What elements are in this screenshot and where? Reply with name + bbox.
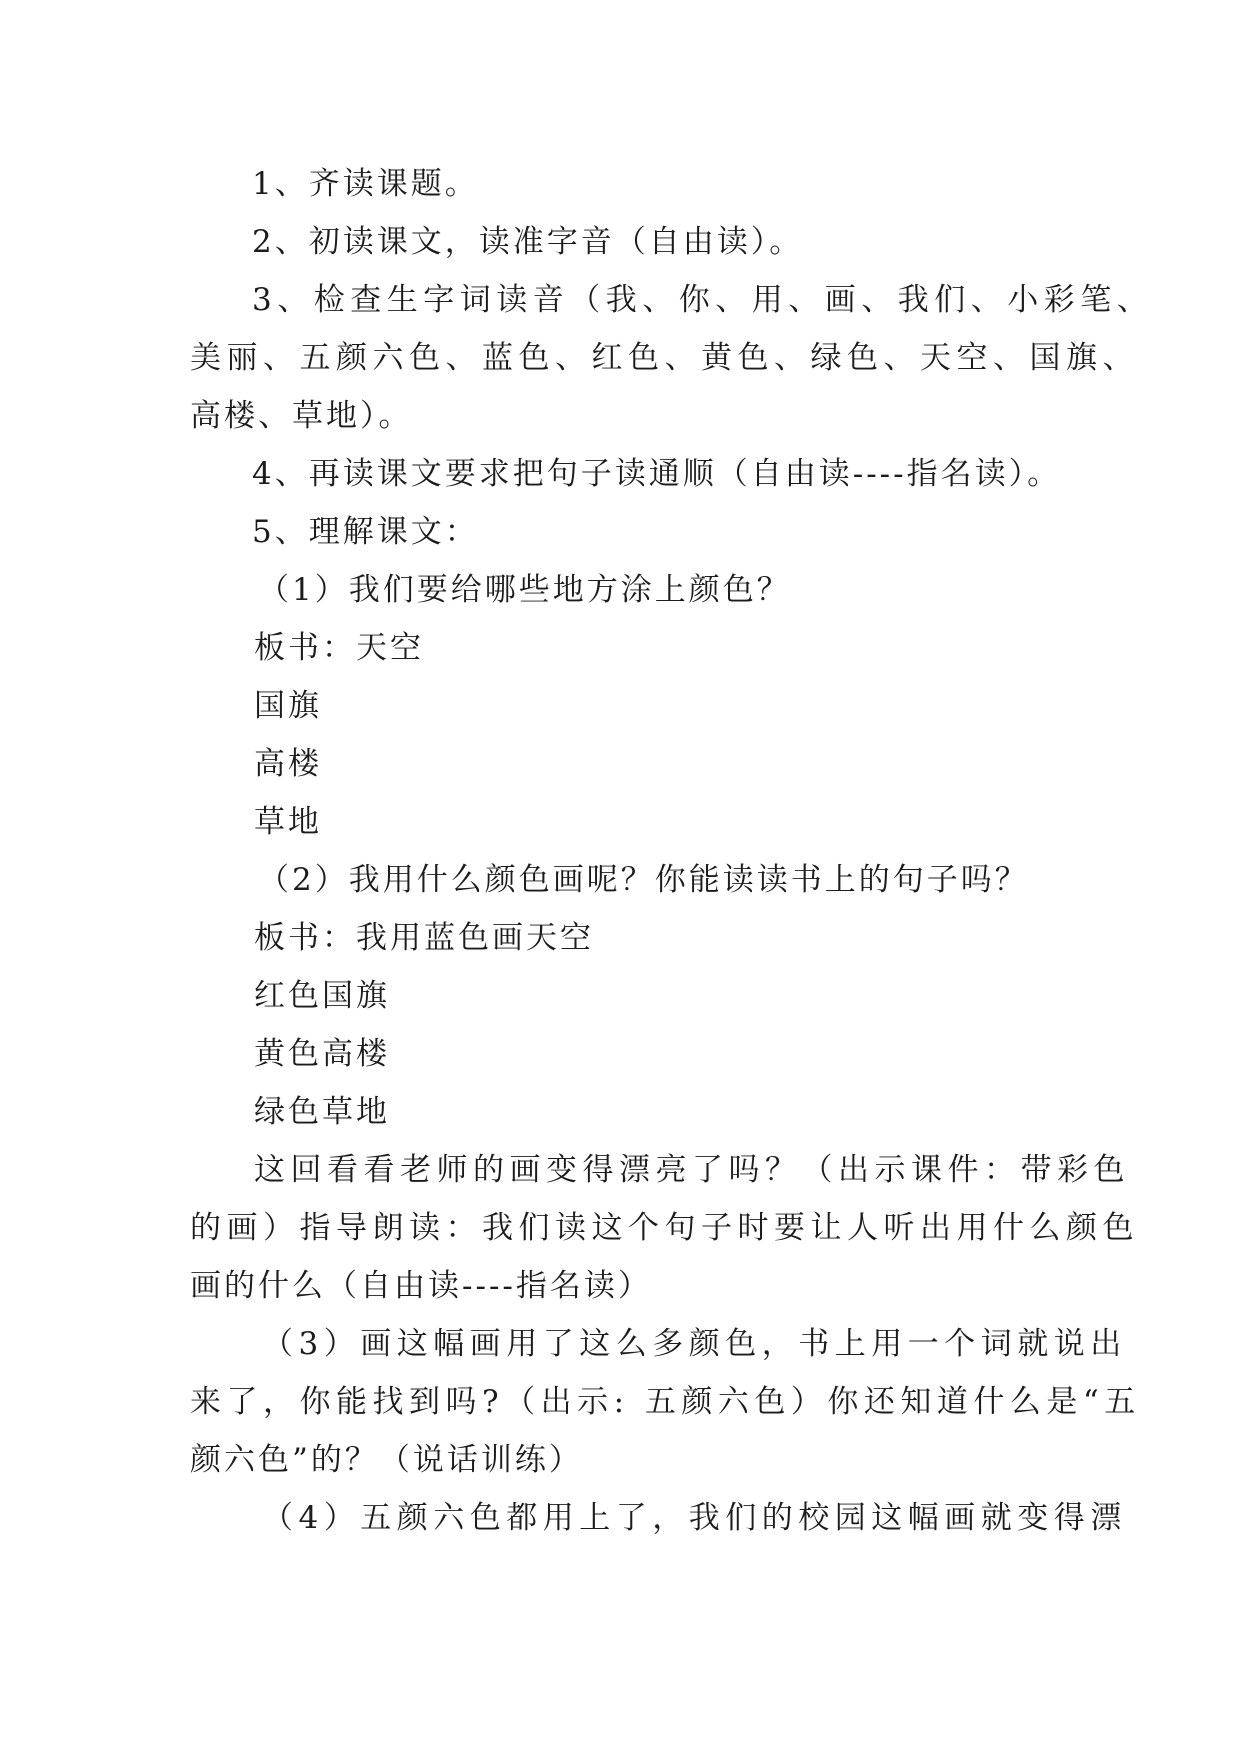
step-3-end-line: 高楼、草地）。: [190, 398, 413, 434]
question-4-line: （4）五颜六色都用上了，我们的校园这幅画就变得漂: [262, 1500, 1127, 1536]
question-1-line: （1）我们要给哪些地方涂上颜色？: [258, 572, 791, 608]
board-item-red-flag: 红色国旗: [254, 978, 390, 1014]
paragraph-line-3: 画的什么（自由读----指名读）: [190, 1268, 652, 1304]
step-5-line: 5、理解课文：: [252, 514, 479, 550]
step-4-line: 4、再读课文要求把句子读通顺（自由读----指名读）。: [252, 456, 1062, 492]
board-item-yellow-building: 黄色高楼: [254, 1036, 390, 1072]
board-item-green-grass: 绿色草地: [254, 1094, 390, 1130]
paragraph-line-1: 这回看看老师的画变得漂亮了吗？（出示课件：带彩色: [254, 1152, 1130, 1188]
board-label-line: 板书：天空: [254, 630, 424, 666]
question-3-end-line: 颜六色”的？（说话训练）: [190, 1442, 583, 1478]
step-1-line: 1、齐读课题。: [252, 166, 479, 202]
board-item-caodi: 草地: [254, 804, 322, 840]
step-2-line: 2、初读课文，读准字音（自由读）。: [252, 224, 804, 260]
board-item-guoqi: 国旗: [254, 688, 322, 724]
step-3-line: 3、检查生字词读音（我、你、用、画、我们、小彩笔、: [252, 282, 1154, 318]
question-2-line: （2）我用什么颜色画呢？你能读读书上的句子吗？: [258, 862, 1029, 898]
board-label-line-2: 板书：我用蓝色画天空: [254, 920, 594, 956]
paragraph-line-2: 的画）指导朗读：我们读这个句子时要让人听出用什么颜色: [190, 1210, 1139, 1246]
question-3-line: （3）画这幅画用了这么多颜色，书上用一个词就说出: [262, 1326, 1127, 1362]
question-3-continuation-line: 来了，你能找到吗?（出示: 五颜六色）你还知道什么是“五: [190, 1384, 1141, 1420]
step-3-continuation-line: 美丽、五颜六色、蓝色、红色、黄色、绿色、天空、国旗、: [190, 340, 1139, 376]
board-item-gaolou: 高楼: [254, 746, 322, 782]
